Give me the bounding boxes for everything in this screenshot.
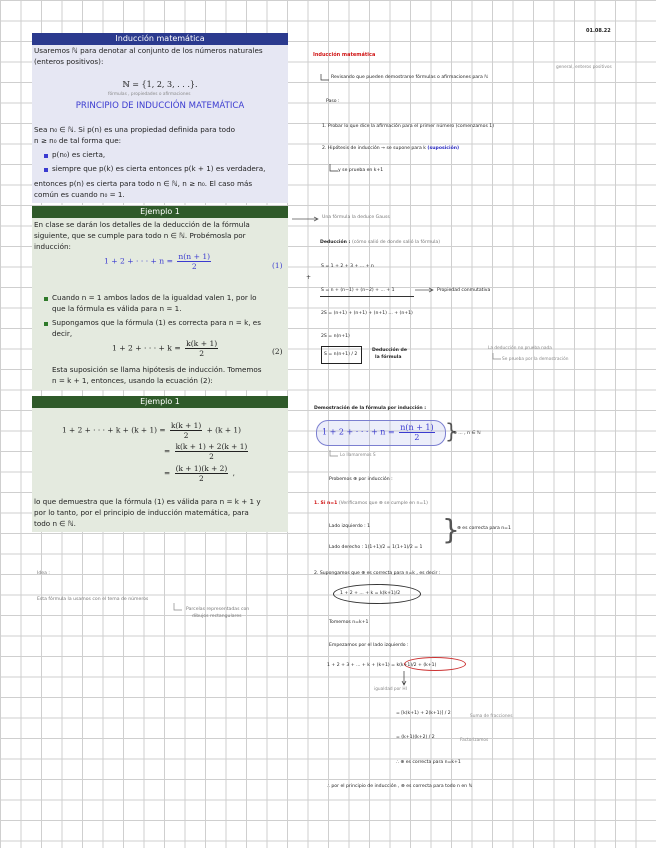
notes-step-2-text: 2. Hipótesis de inducción → se supone para k (322, 146, 426, 151)
notes-step-2-continued: y se prueba en k+1 (338, 168, 384, 173)
derivation-row-2 (164, 442, 250, 461)
notes-2s-result: 2S = n(n+1) (321, 334, 350, 339)
block-header-ejemplo: Ejemplo 1 (32, 206, 288, 218)
block-header-induccion: Inducción matemática (32, 33, 288, 45)
bullet-inductive-step: siempre que p(k) es cierta entonces p(k + 1) es verdadera, (52, 164, 266, 173)
notes-paso: Paso : (326, 99, 340, 104)
notes-deduccion-title: Deducción : (320, 240, 351, 245)
notes-gauss: Una fórmula la deduce Gauss (322, 215, 390, 220)
derivation-row-1-lhs: 1 + 2 + · · · + k + (k + 1) = (62, 425, 166, 435)
intro-text: Usaremos ℕ para denotar al conjunto de los números naturales (enteros positivos): (34, 46, 263, 66)
eq-step-1: = [k(k+1) + 2(k+1)] / 2 (396, 711, 451, 716)
hypothesis-line-2: n = k + 1, entonces, usando la ecuación (2): (52, 376, 213, 385)
definition-line-1: Sea n₀ ∈ ℕ. Si p(n) es una propiedad definida para todo (34, 125, 236, 134)
note-positive-integers: general, enteros positivos (556, 65, 612, 70)
notes-deduccion (320, 240, 440, 246)
formula-2-lhs: 1 + 2 + · · · + k = (112, 343, 181, 353)
formula-2-numerator: k(k + 1) (186, 339, 218, 348)
notes-sum-1: S = 1 + 2 + 3 + ... + n (321, 264, 374, 269)
arrow-icon (492, 353, 502, 361)
set-equation: ℕ = {1, 2, 3, . . .}. (122, 80, 198, 89)
arrow-icon (329, 450, 339, 458)
formula-1-lhs: 1 + 2 + · · · + n = (104, 256, 173, 266)
bullet-marker (44, 322, 48, 326)
case-1-note: (Verificamos que ⊕ se cumple en n=1) (338, 501, 428, 506)
probemos: Probemos ⊕ por inducción : (329, 477, 393, 482)
highlighted-formula-numerator: n(n + 1) (400, 423, 434, 432)
lado-derecho-expr: 1(1+1)/2 = 1(1+1)/2 = 1 (364, 545, 423, 550)
notes-sum-2: S = n + (n−1) + (n−2) + ... + 1 (321, 288, 395, 293)
formula-2-denominator: 2 (199, 349, 205, 358)
boxed-label-2: la fórmula (375, 355, 402, 360)
sum-k-plus-1: 1 + 2 + 3 + ... + k + (k+1) = k(k+1)/2 + (k+1) (327, 663, 437, 668)
bullet-marker (44, 168, 48, 172)
arrow-icon (292, 216, 320, 222)
derivation-row-3 (164, 464, 235, 483)
highlighted-formula-lhs: 1 + 2 + · · · + n = (322, 427, 395, 437)
formula-2 (112, 339, 220, 358)
lo-llamaremos: Lo llamaremos S (340, 453, 376, 458)
boxed-label-1: Deducción de (372, 348, 407, 353)
notes-deduccion-note: (cómo salió de donde salió la fórmula) (351, 240, 441, 245)
underline-divider (320, 296, 414, 297)
final-conclusion-line-1: lo que demuestra que la fórmula (1) es válida para n = k + 1 y (34, 497, 261, 506)
derivation-row-3-tail: , (232, 468, 235, 478)
example-line-1: En clase se darán los detalles de la deducción de la fórmula (34, 220, 250, 229)
note-idea: Idea : (37, 571, 50, 576)
arrow-icon (415, 287, 435, 293)
derivation-row-1 (62, 421, 241, 440)
notes-title: Inducción matemática (313, 52, 376, 58)
notes-conmutativa: Propiedad conmutativa (437, 288, 491, 293)
brace-case-1: } (442, 513, 460, 546)
plus-sign: + (306, 274, 312, 281)
derivation-row-2-fraction (175, 442, 249, 461)
case-2: 2. Supongamos que ⊕ es correcta para n=k , es decir : (314, 571, 441, 576)
formula-1-tag: (1) (272, 261, 283, 270)
bullet-nk-line-1: Supongamos que la fórmula (1) es correcta para n = k, es (52, 318, 261, 327)
bullet-marker (44, 154, 48, 158)
hypothesis-line-1: Esta suposición se llama hipótesis de inducción. Tomemos (52, 365, 262, 374)
bullet-marker (44, 297, 48, 301)
derivation-row-3-denominator: 2 (199, 474, 204, 483)
notes-step-2-suposicion: (suposición) (427, 146, 460, 151)
boxed-formula-text: S = n(n+1) / 2 (324, 352, 358, 357)
notes-step-2 (322, 146, 459, 152)
case-1-label: 1. Si n=1 (314, 501, 338, 506)
lado-izquierdo: Lado izquierdo : 1 (329, 524, 371, 529)
final-conclusion-line-3: todo n ∈ ℕ. (34, 519, 76, 528)
demo-title: Demostración de la fórmula por inducción : (314, 406, 427, 411)
notes-line-1: Revisando que pueden demostrarse fórmulas o afirmaciones para ℕ (331, 75, 488, 80)
derivation-row-2-numerator: k(k + 1) + 2(k + 1) (175, 442, 248, 451)
highlighted-formula-denominator: 2 (414, 433, 420, 442)
bullet-base-case: p(n₀) es cierta, (52, 150, 106, 159)
principle-title: PRINCIPIO DE INDUCCIÓN MATEMÁTICA (75, 101, 245, 111)
derivation-row-3-fraction (175, 464, 229, 483)
case-1-result: ⊕ es correcta para n=1 (457, 526, 511, 531)
formula-1 (104, 252, 213, 271)
igualdad-hi: igualdad por HI (374, 687, 407, 692)
side-note-1: La deducción no prueba nada (488, 346, 552, 351)
definition-line-2: n ≥ n₀ de tal forma que: (34, 136, 122, 145)
highlighted-formula-fraction (399, 423, 434, 442)
derivation-row-1-denominator: 2 (183, 431, 189, 440)
eq-step-2: = (k+1)(k+2) / 2 (396, 735, 435, 740)
arrow-icon (329, 164, 339, 173)
case-1 (314, 501, 428, 507)
formula-1-numerator: n(n + 1) (178, 252, 211, 261)
conclusion-all-n: ∴ por el principio de inducción , ⊕ es correcta para todo n en ℕ (327, 784, 473, 789)
block-header-ejemplo-cont: Ejemplo 1 (32, 396, 288, 408)
conclusion-k1: ∴ ⊕ es correcta para n=k+1 (396, 760, 461, 765)
brace-right: } (445, 419, 458, 443)
arrow-icon (400, 671, 408, 687)
formula-2-fraction (185, 339, 218, 358)
example-line-2: siguiente, que se cumple para todo n ∈ ℕ. Probémosla por (34, 231, 246, 240)
conclusion-line-2: común es cuando n₀ = 1. (34, 190, 125, 199)
derivation-row-2-denominator: 2 (209, 452, 214, 461)
note-rectangles-1: Parcelas representadas con (186, 607, 250, 612)
lado-derecho-label: Lado derecho : (329, 545, 364, 550)
bullet-nk-line-2: decir, (52, 329, 73, 338)
derivation-row-1-tail: + (k + 1) (206, 425, 242, 435)
arrow-icon (320, 74, 330, 82)
date-label: 01.08.22 (586, 28, 611, 34)
note-rectangles-2: dibujos rectangulares (192, 614, 242, 619)
highlighted-formula (322, 423, 437, 442)
note-numbers: Esta fórmula la usamos con el tema de números (37, 597, 149, 602)
hypothesis-expr: 1 + 2 + ... + k = k(k+1)/2 (340, 591, 401, 596)
derivation-row-2-eq: = (164, 446, 171, 456)
formula-1-fraction (177, 252, 211, 271)
lado-derecho (329, 545, 422, 551)
formula-1-denominator: 2 (191, 262, 197, 271)
arrow-icon (172, 603, 184, 613)
highlighted-formula-tail: ⊕ ... , n ∈ ℕ (453, 431, 481, 436)
tomemos: Tomemos n=k+1 (329, 620, 369, 625)
eq-step-1-note: Suma de fracciones (470, 714, 513, 719)
bullet-n1-line-1: Cuando n = 1 ambos lados de la igualdad valen 1, por lo (52, 293, 257, 302)
formula-2-tag: (2) (272, 347, 283, 356)
side-note-2: Se prueba por la demostración (502, 357, 569, 362)
notes-step-1: 1. Probar lo que dice la afirmación para el primer número (comenzamos 1) (322, 124, 495, 129)
derivation-row-3-numerator: (k + 1)(k + 2) (175, 464, 228, 473)
eq-step-2-note: Factorizamos (460, 738, 489, 743)
example-line-3: inducción: (34, 242, 71, 251)
derivation-row-1-fraction (170, 421, 202, 440)
empezamos: Empezamos por el lado izquierdo : (329, 643, 409, 648)
annotation-formulas: fórmulas , propiedades o afirmaciones (108, 92, 191, 97)
bullet-n1-line-2: que la fórmula es válida para n = 1. (52, 304, 182, 313)
derivation-row-1-numerator: k(k + 1) (170, 421, 202, 430)
derivation-row-3-eq: = (164, 468, 171, 478)
conclusion-line-1: entonces p(n) es cierta para todo n ∈ ℕ, n ≥ n₀. El caso más (34, 179, 253, 188)
notes-2s: 2S = (n+1) + (n+1) + (n+1) ... + (n+1) (321, 311, 413, 316)
final-conclusion-line-2: por lo tanto, por el principio de inducción matemática, para (34, 508, 249, 517)
